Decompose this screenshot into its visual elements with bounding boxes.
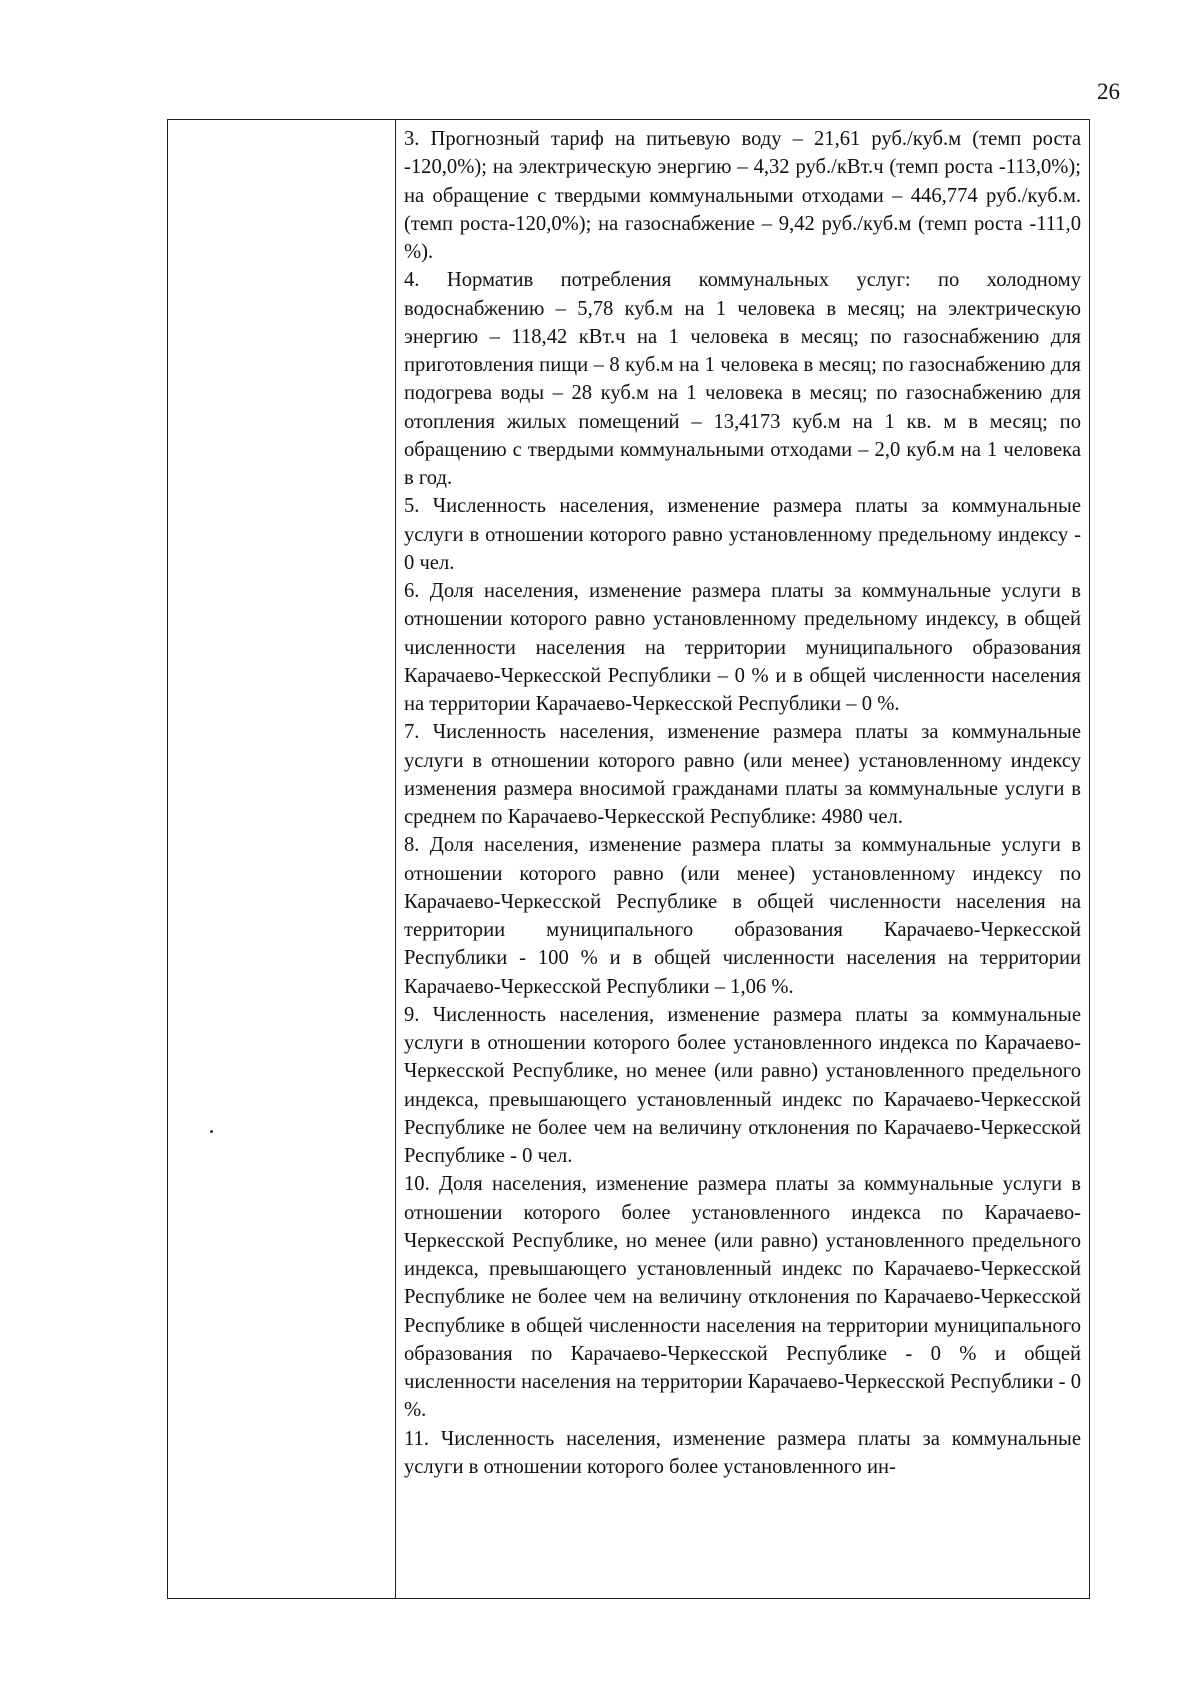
- table-left-column: [168, 120, 396, 1598]
- paragraph-4: 4. Норматив потребления коммунальных услуг: по холодному водоснабжению – 5,78 куб.м на 1 человека в месяц; на электрическую энергию – 118,42 кВт.ч на 1 человека в месяц; по газоснабжению для приготовления пищи – 8 куб.м на 1 человека в месяц; по газоснабжению для подогрева воды – 28 куб.м на 1 человека в месяц; по газоснабжению для отопления жилых помещений – 13,4173 куб.м на 1 кв. м в месяц; по обращению с твердыми коммунальными отходами – 2,0 куб.м на 1 человека в год.: [404, 269, 1081, 489]
- paragraph-3: 3. Прогнозный тариф на питьевую воду – 21,61 руб./куб.м (темп роста -120,0%); на электрическую энергию – 4,32 руб./кВт.ч (темп роста -113,0%); на обращение с твердыми коммунальными отходами – 446,774 руб./куб.м. (темп роста-120,0%); на газоснабжение – 9,42 руб./куб.м (темп роста -111,0 %).: [404, 128, 1081, 263]
- paragraph-7: 7. Численность населения, изменение размера платы за коммунальные услуги в отношении которого равно (или менее) установленному индексу изменения размера вносимой гражданами платы за коммунальные услуги в среднем по Карачаево-Черкесской Республике: 4980 чел.: [404, 721, 1081, 828]
- page-number: 26: [1097, 79, 1120, 104]
- paragraph-11: 11. Численность населения, изменение размера платы за коммунальные услуги в отношении которого более установленного ин-: [404, 1427, 1081, 1478]
- paragraph-8: 8. Доля населения, изменение размера платы за коммунальные услуги в отношении которого равно (или менее) установленному индексу по Карачаево-Черкесской Республике в общей численности населения на территории муниципального образования Карачаево-Черкесской Республики - 100 % и в общей численности населения на территории Карачаево-Черкесской Республики – 1,06 %.: [404, 834, 1081, 998]
- paragraph-10: 10. Доля населения, изменение размера платы за коммунальные услуги в отношении которого более установленного индекса по Карачаево-Черкесской Республике, но менее (или равно) установленного предельного индекса, превышающего установленный индекс по Карачаево-Черкесской Республике не более чем на величину отклонения по Карачаево-Черкесской Республике в общей численности населения на территории муниципального образования по Карачаево-Черкесской Республике - 0 % и общей численности населения на территории Карачаево-Черкесской Республики - 0 %.: [404, 1173, 1081, 1422]
- table-right-column: [396, 120, 1089, 1598]
- paragraph-9: 9. Численность населения, изменение размера платы за коммунальные услуги в отношении которого более установленного индекса по Карачаево-Черкесской Республике, но менее (или равно) установленного предельного индекса, превышающего установленный индекс по Карачаево-Черкесской Республике не более чем на величину отклонения по Карачаево-Черкесской Республике - 0 чел.: [404, 1003, 1081, 1167]
- document-table: [167, 119, 1090, 1599]
- scan-speck: [210, 1130, 213, 1133]
- paragraph-6: 6. Доля населения, изменение размера платы за коммунальные услуги в отношении которого равно установленному предельному индексу, в общей численности населения на территории муниципального образования Карачаево-Черкесской Республики – 0 % и в общей численности населения на территории Карачаево-Черкесской Республики – 0 %.: [404, 580, 1081, 715]
- paragraph-5: 5. Численность населения, изменение размера платы за коммунальные услуги в отношении которого равно установленному предельному индексу - 0 чел.: [404, 495, 1081, 574]
